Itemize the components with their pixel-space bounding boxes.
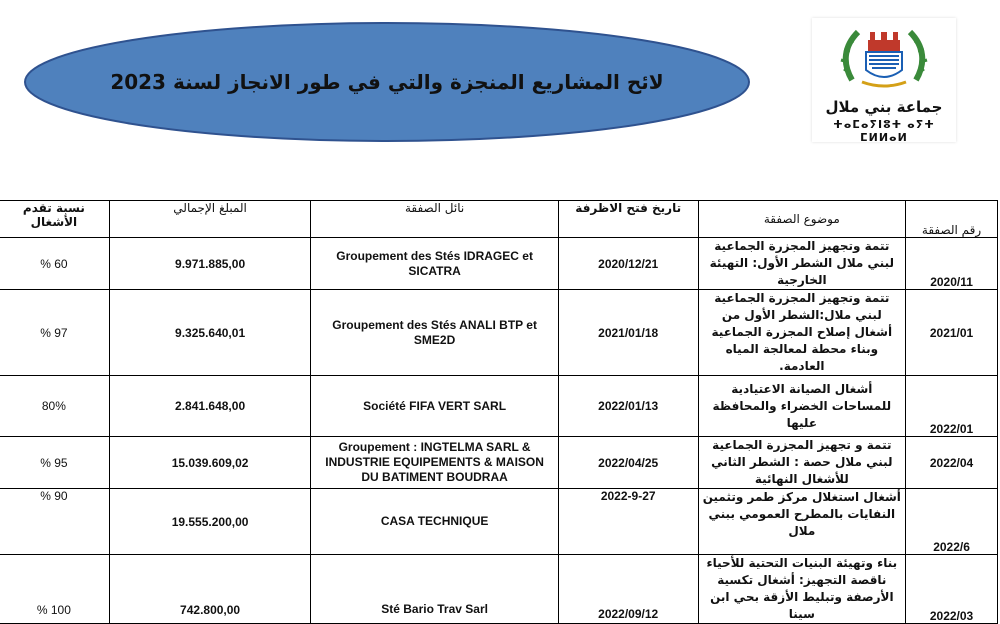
holder-cell: Groupement des Stés IDRAGEC et SICATRA bbox=[311, 238, 558, 290]
subject-cell: تتمة و تجهيز المجزرة الجماعية لبني ملال حصة : الشطر الثاني للأشغال النهائية bbox=[698, 437, 906, 489]
header-subject: موضوع الصفقة bbox=[698, 201, 906, 238]
rate-cell: % 97 bbox=[0, 290, 109, 376]
subject-cell: تتمة وتجهيز المجزرة الجماعية لبني ملال:الشطر الأول من أشغال إصلاح المجزرة الجماعية وبناء محطة لمعالجة المياه العادمة. bbox=[698, 290, 906, 376]
header-amount: المبلغ الإجمالي bbox=[109, 201, 311, 238]
subject-cell: أشغال الصيانة الاعتيادية للمساحات الخضراء والمحافظة عليها bbox=[698, 376, 906, 437]
header-holder: نائل الصفقة bbox=[311, 201, 558, 238]
amount-cell: 2.841.648,00 bbox=[109, 376, 311, 437]
header-rate: نسبة تقدم الأشغال bbox=[0, 201, 109, 238]
table-header-row bbox=[0, 201, 998, 238]
table-row bbox=[0, 555, 998, 624]
date-cell: 2022-9-27 bbox=[558, 489, 698, 555]
commune-logo bbox=[812, 18, 956, 142]
rate-cell: % 90 bbox=[0, 489, 109, 555]
date-cell: 2020/12/21 bbox=[558, 238, 698, 290]
table-row bbox=[0, 376, 998, 437]
number-cell: 2022/6 bbox=[906, 489, 998, 555]
amount-cell: 19.555.200,00 bbox=[109, 489, 311, 555]
holder-cell: Groupement des Stés ANALI BTP et SME2D bbox=[311, 290, 558, 376]
holder-cell: Groupement : INGTELMA SARL & INDUSTRIE EQUIPEMENTS & MAISON DU BATIMENT BOUDRAA bbox=[311, 437, 558, 489]
header-date: تاريخ فتح الاظرفة bbox=[558, 201, 698, 238]
table-row bbox=[0, 489, 998, 555]
amount-cell: 9.971.885,00 bbox=[109, 238, 311, 290]
amount-cell: 15.039.609,02 bbox=[109, 437, 311, 489]
holder-cell: Société FIFA VERT SARL bbox=[311, 376, 558, 437]
rate-cell: % 100 bbox=[0, 555, 109, 624]
rate-cell: 80% bbox=[0, 376, 109, 437]
table-row bbox=[0, 290, 998, 376]
rate-cell: % 95 bbox=[0, 437, 109, 489]
amount-cell: 742.800,00 bbox=[109, 555, 311, 624]
logo-arabic-text: جماعة بني ملال bbox=[825, 98, 943, 116]
number-cell: 2020/11 bbox=[906, 238, 998, 290]
number-cell: 2022/03 bbox=[906, 555, 998, 624]
number-cell: 2021/01 bbox=[906, 290, 998, 376]
number-cell: 2022/01 bbox=[906, 376, 998, 437]
emblem-icon bbox=[812, 18, 956, 98]
table-row bbox=[0, 437, 998, 489]
header-number: رقم الصفقة bbox=[906, 201, 998, 238]
number-cell: 2022/04 bbox=[906, 437, 998, 489]
table-row bbox=[0, 238, 998, 290]
rate-cell: % 60 bbox=[0, 238, 109, 290]
date-cell: 2022/04/25 bbox=[558, 437, 698, 489]
holder-cell: CASA TECHNIQUE bbox=[311, 489, 558, 555]
holder-cell: Sté Bario Trav Sarl bbox=[311, 555, 558, 624]
subject-cell: تتمة وتجهيز المجزرة الجماعية لبني ملال الشطر الأول: التهيئة الخارجية bbox=[698, 238, 906, 290]
projects-table bbox=[0, 200, 998, 624]
date-cell: 2021/01/18 bbox=[558, 290, 698, 376]
logo-tifinagh-text: ⵜⴰⵎⴰⵢⵏⵓⵜ ⴰⵢⵜ ⵎⵍⵍⴰⵍ bbox=[833, 118, 935, 144]
subject-cell: أشغال استغلال مركز طمر وتثمين النفايات بالمطرح العمومي ببني ملال bbox=[698, 489, 906, 555]
date-cell: 2022/01/13 bbox=[558, 376, 698, 437]
date-cell: 2022/09/12 bbox=[558, 555, 698, 624]
subject-cell: بناء وتهيئة البنيات التحتية للأحياء ناقصة التجهيز: أشغال تكسية الأرصفة وتبليط الأزقة بحي ابن سينا bbox=[698, 555, 906, 624]
page-title: لائح المشاريع المنجزة والتي في طور الانجاز لسنة 2023 bbox=[110, 70, 664, 94]
amount-cell: 9.325.640,01 bbox=[109, 290, 311, 376]
